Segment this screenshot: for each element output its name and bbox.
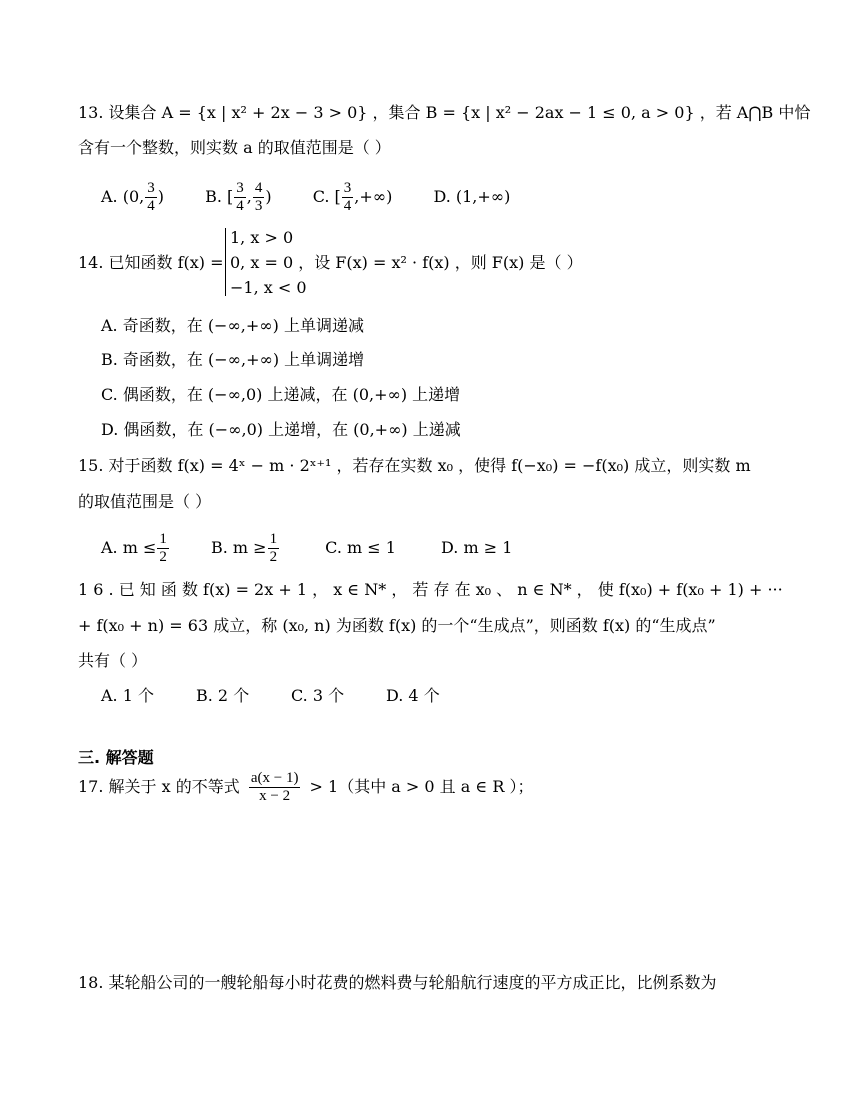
q14-option-a: A. 奇函数，在 (−∞,+∞) 上单调递减 [101, 316, 364, 335]
q16-option-c: C. 3 个 [291, 686, 345, 705]
q13-option-d: D. (1,+∞) [433, 187, 511, 206]
q15-option-d: D. m ≥ 1 [441, 538, 513, 557]
q15-stem-line1: 15. 对于函数 f(x) = 4ˣ − m · 2ˣ⁺¹ ，若存在实数 x₀ ，使得 f(−x₀) = −f(x₀) 成立，则实数 m [78, 456, 751, 475]
q14-case-positive: 1, x > 0 [230, 228, 294, 247]
q13-option-b: B. [ $\frac{3}{4}$ , $\frac{4}{3}$ ) [205, 180, 272, 214]
q13-option-a: A. (0, $\frac{3}{4}$ ) [101, 180, 164, 214]
q18-stem-line1: 18. 某轮船公司的一艘轮船每小时花费的燃料费与轮船航行速度的平方成正比，比例系数为 [78, 973, 717, 992]
q17-fraction: $\frac{a(x - 1)}{x - 2}$ [250, 770, 299, 804]
section-heading: 三. 解答题 [78, 748, 154, 767]
q15-options [101, 531, 512, 567]
q13-option-c: C. [ $\frac{3}{4}$ ,+∞) [312, 180, 393, 214]
q15-option-c: C. m ≤ 1 [325, 538, 396, 557]
q16-stem-line2: + f(x₀ + n) = 63 成立，称 (x₀, n) 为函数 f(x) 的一个“生成点”，则函数 f(x) 的“生成点” [78, 616, 716, 635]
q14-stem-prefix: 14. 已知函数 f(x) = [78, 253, 224, 272]
q14-case-negative: −1, x < 0 [230, 278, 307, 297]
q16-stem-line3: 共有（ ） [78, 651, 148, 670]
q16-option-a: A. 1 个 [101, 686, 154, 705]
piecewise-brace [225, 228, 226, 296]
q14-option-c: C. 偶函数，在 (−∞,0) 上递减，在 (0,+∞) 上递增 [101, 385, 461, 404]
q15-stem-line2: 的取值范围是（ ） [78, 492, 212, 511]
q13-options [101, 180, 511, 214]
q14-case-zero: 0, x = 0 ，设 F(x) = x² · f(x) ，则 F(x) 是（ ） [230, 253, 583, 272]
q16-stem-line1: 1 6 . 已 知 函 数 f(x) = 2x + 1 ， x ∈ N* ， 若 存 在 x₀ 、 n ∈ N* ， 使 f(x₀) + f(x₀ + 1) + ··· [78, 580, 783, 599]
q14-option-b: B. 奇函数，在 (−∞,+∞) 上单调递增 [101, 350, 365, 369]
q15-option-b: B. m ≥ $\frac{1}{2}$ [210, 531, 278, 565]
q16-option-b: B. 2 个 [196, 686, 250, 705]
q16-option-d: D. 4 个 [386, 686, 440, 705]
q17-stem: 17. 解关于 x 的不等式 $\frac{a(x - 1)}{x - 2}$ > 1（其中 a > 0 且 a ∈ R ）； [78, 770, 534, 804]
q13-stem-line2: 含有一个整数，则实数 a 的取值范围是（ ） [78, 138, 391, 157]
q13-stem-line1: 13. 设集合 A = {x | x² + 2x − 3 > 0} ，集合 B = {x | x² − 2ax − 1 ≤ 0, a > 0} ，若 A⋂B 中恰 [78, 103, 811, 122]
q14-option-d: D. 偶函数，在 (−∞,0) 上递增，在 (0,+∞) 上递减 [101, 420, 461, 439]
q15-option-a: A. m ≤ $\frac{1}{2}$ [101, 531, 167, 565]
